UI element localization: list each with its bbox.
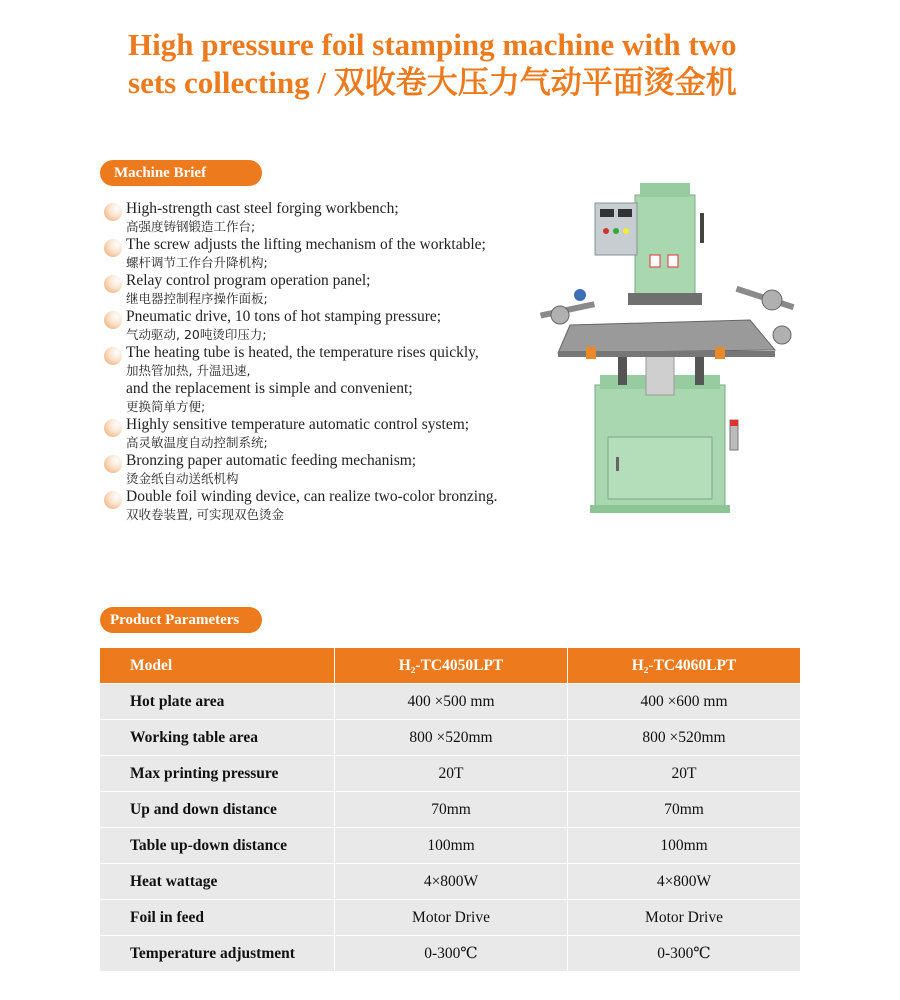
brief-item-zh: 更换简单方便; (126, 399, 206, 414)
machine-head-body (635, 195, 695, 295)
row-value: Motor Drive (334, 900, 567, 936)
product-parameters-heading: Product Parameters (100, 607, 262, 633)
row-value: 400 ×600 mm (567, 684, 800, 720)
brief-item-zh: 烫金纸自动送纸机构 (126, 471, 239, 486)
row-value: 0-300℃ (334, 936, 567, 972)
row-label: Max printing pressure (100, 756, 334, 792)
table-row (100, 684, 800, 720)
header-model-a: H₂-TC4050LPT (334, 648, 567, 684)
row-label: Heat wattage (100, 864, 334, 900)
machine-panel-button (613, 228, 619, 234)
page-title (128, 26, 828, 102)
brief-item-zh: 高强度铸钢锻造工作台; (126, 219, 256, 234)
row-label: Foil in feed (100, 900, 334, 936)
brief-item-zh: 加热管加热, 升温迅速, (126, 363, 251, 378)
row-label: Table up-down distance (100, 828, 334, 864)
brief-item-en: The screw adjusts the lifting mechanism of the worktable; (126, 236, 486, 253)
row-value: 4×800W (334, 864, 567, 900)
header-model: Model (100, 648, 334, 684)
brief-item-en: Bronzing paper automatic feeding mechanism; (126, 452, 417, 469)
parameters-table (100, 648, 800, 972)
brief-item (104, 416, 574, 452)
brief-item-zh: 高灵敏温度自动控制系统; (126, 435, 268, 450)
machine-brief-heading: Machine Brief (100, 160, 262, 186)
row-value: 800 ×520mm (334, 720, 567, 756)
bullet-icon (104, 347, 122, 365)
row-value: 100mm (567, 828, 800, 864)
bullet-icon (104, 311, 122, 329)
machine-warning-label (650, 255, 660, 267)
table-row (100, 828, 800, 864)
brief-item-en: The heating tube is heated, the temperature rises quickly, (126, 344, 479, 361)
machine-roller (551, 306, 569, 324)
machine-bracket-left (586, 347, 596, 359)
row-value: 20T (334, 756, 567, 792)
row-value: 400 ×500 mm (334, 684, 567, 720)
machine-roller (773, 326, 791, 344)
bullet-icon (104, 419, 122, 437)
machine-filter-knob (730, 420, 738, 426)
brief-item (104, 308, 574, 344)
brief-item-zh: 继电器控制程序操作面板; (126, 291, 268, 306)
title-line-1: High pressure foil stamping machine with two (128, 27, 737, 62)
brief-item (104, 452, 574, 488)
bullet-icon (104, 455, 122, 473)
brief-item (104, 488, 574, 524)
machine-lever (700, 213, 704, 243)
row-value: 4×800W (567, 864, 800, 900)
table-header-row (100, 648, 800, 684)
table-row (100, 864, 800, 900)
brief-item-zh: 气动驱动, 20吨烫印压力; (126, 327, 267, 342)
table-row (100, 792, 800, 828)
machine-panel-display (600, 209, 614, 217)
machine-photo (540, 175, 810, 520)
row-value: 70mm (567, 792, 800, 828)
brief-item-en: Double foil winding device, can realize two-color bronzing. (126, 488, 498, 505)
row-value: 800 ×520mm (567, 720, 800, 756)
bullet-icon (104, 275, 122, 293)
brief-item-en: Highly sensitive temperature automatic control system; (126, 416, 470, 433)
title-line-2: sets collecting / 双收卷大压力气动平面烫金机 (128, 65, 737, 100)
brief-item-en: Relay control program operation panel; (126, 272, 371, 289)
brief-item (104, 344, 574, 416)
row-label: Temperature adjustment (100, 936, 334, 972)
row-label: Up and down distance (100, 792, 334, 828)
machine-roller (762, 290, 782, 310)
header-model-b: H₂-TC4060LPT (567, 648, 800, 684)
table-row (100, 900, 800, 936)
row-label: Hot plate area (100, 684, 334, 720)
row-value: 70mm (334, 792, 567, 828)
brief-item-en: and the replacement is simple and convenient; (126, 380, 413, 397)
machine-roller (574, 289, 586, 301)
machine-base-foot (590, 505, 730, 513)
brief-item-en: High-strength cast steel forging workbench; (126, 200, 399, 217)
brief-item-zh: 双收卷装置, 可实现双色烫金 (126, 507, 284, 522)
brief-list (104, 200, 574, 524)
table-row (100, 756, 800, 792)
table-row (100, 720, 800, 756)
bullet-icon (104, 491, 122, 509)
row-value: Motor Drive (567, 900, 800, 936)
bullet-icon (104, 239, 122, 257)
brief-item (104, 272, 574, 308)
brief-item-en: Pneumatic drive, 10 tons of hot stamping pressure; (126, 308, 442, 325)
row-label: Working table area (100, 720, 334, 756)
bullet-icon (104, 203, 122, 221)
machine-door-handle (616, 457, 619, 471)
machine-panel-display (618, 209, 632, 217)
machine-panel-button (603, 228, 609, 234)
brief-item (104, 200, 574, 236)
row-value: 20T (567, 756, 800, 792)
machine-bracket-right (715, 347, 725, 359)
machine-panel-button (623, 228, 629, 234)
brief-item-zh: 螺杆调节工作台升降机构; (126, 255, 268, 270)
row-value: 100mm (334, 828, 567, 864)
machine-head-plate (628, 293, 702, 305)
table-row (100, 936, 800, 972)
brief-item (104, 236, 574, 272)
row-value: 0-300℃ (567, 936, 800, 972)
machine-head-top (640, 183, 690, 197)
machine-cabinet-door (608, 437, 712, 499)
machine-warning-label (668, 255, 678, 267)
